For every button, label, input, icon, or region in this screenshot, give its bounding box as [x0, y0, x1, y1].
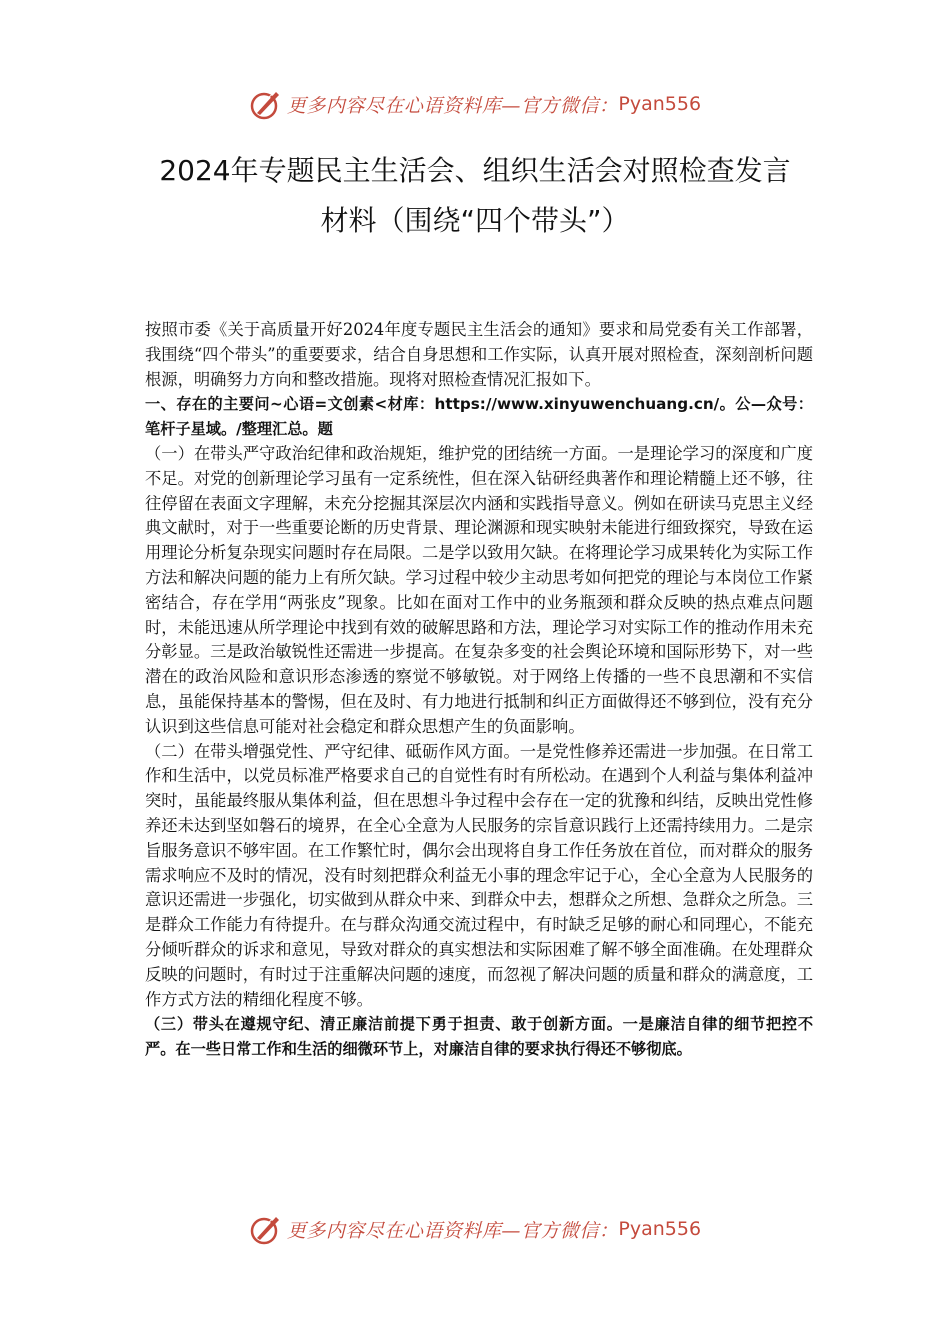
quill-logo-icon [249, 1212, 283, 1246]
watermark-wechat-id: Pyan556 [618, 1218, 702, 1240]
paragraph-3: （三）带头在遵规守纪、清正廉洁前提下勇于担责、敢于创新方面。一是廉洁自律的细节把控不严。在一些日常工作和生活的细微环节上，对廉洁自律的要求执行得还不够彻底。 [145, 1015, 813, 1059]
watermark-text: 更多内容尽在心语资料库—官方微信： [286, 94, 619, 117]
document-title [100, 146, 850, 246]
quill-logo-icon [249, 87, 283, 121]
paragraph-1: （一）在带头严守政治纪律和政治规矩，维护党的团结统一方面。一是理论学习的深度和广度不足。对党的创新理论学习虽有一定系统性，但在深入钻研经典著作和理论精髓上还不够，往往停留在表面文字理解，未充分挖掘其深层次内涵和实践指导意义。例如在研读马克思主义经典文献时，对于一些重要论断的历史背景、理论渊源和现实映射未能进行细致探究，导致在运用理论分析复杂现实问题时存在局限。二是学以致用欠缺。在将理论学习成果转化为实际工作方法和解决问题的能力上有所欠缺。学习过程中较少主动思考如何把党的理论与本岗位工作紧密结合，存在学用“两张皮”现象。比如在面对工作中的业务瓶颈和群众反映的热点难点问题时，未能迅速从所学理论中找到有效的破解思路和方法，理论学习对实际工作的推动作用未充分彰显。三是政治敏锐性还需进一步提高。在复杂多变的社会舆论环境和国际形势下，对一些潜在的政治风险和意识形态渗透的察觉不够敏锐。对于网络上传播的一些不良思潮和不实信息，虽能保持基本的警惕，但在及时、有力地进行抵制和纠正方面做得还不够到位，没有充分认识到这些信息可能对社会稳定和群众思想产生的负面影响。 [145, 443, 813, 736]
watermark-wechat-id: Pyan556 [618, 93, 702, 115]
section-heading-1: 一、存在的主要问~心语=文创素<材库：https://www.xinyuwenchuang.cn/。公—众号：笔杆子星域。/整理汇总。题 [145, 395, 813, 439]
document-body [145, 318, 813, 1062]
paragraph-2: （二）在带头增强党性、严守纪律、砥砺作风方面。一是党性修养还需进一步加强。在日常工作和生活中，以党员标准严格要求自己的自觉性有时有所松动。在遇到个人利益与集体利益冲突时，虽能最终服从集体利益，但在思想斗争过程中会存在一定的犹豫和纠结，反映出党性修养还未达到坚如磐石的境界，在全心全意为人民服务的宗旨意识践行上还需持续用力。二是宗旨服务意识不够牢固。在工作繁忙时，偶尔会出现将自身工作任务放在首位，而对群众的服务需求响应不及时的情况，没有时刻把群众利益无小事的理念牢记于心，全心全意为人民服务的意识还需进一步强化，切实做到从群众中来、到群众中去，想群众之所想、急群众之所急。三是群众工作能力有待提升。在与群众沟通交流过程中，有时缺乏足够的耐心和同理心，不能充分倾听群众的诉求和意见，导致对群众的真实想法和实际困难了解不够全面准确。在处理群众反映的问题时，有时过于注重解决问题的速度，而忽视了解决问题的质量和群众的满意度，工作方式方法的精细化程度不够。 [145, 741, 813, 1009]
title-line-1: 2024年专题民主生活会、组织生活会对照检查发言 [159, 154, 791, 187]
title-line-2: 材料（围绕“四个带头”） [320, 204, 630, 237]
intro-paragraph: 按照市委《关于高质量开好2024年度专题民主生活会的通知》要求和局党委有关工作部署，我围绕“四个带头”的重要要求，结合自身思想和工作实际，认真开展对照检查，深刻剖析问题根源，明确努力方向和整改措施。现将对照检查情况汇报如下。 [145, 320, 813, 389]
watermark-banner-top [0, 84, 950, 124]
watermark-banner-bottom [0, 1209, 950, 1249]
watermark-text: 更多内容尽在心语资料库—官方微信： [286, 1219, 619, 1242]
